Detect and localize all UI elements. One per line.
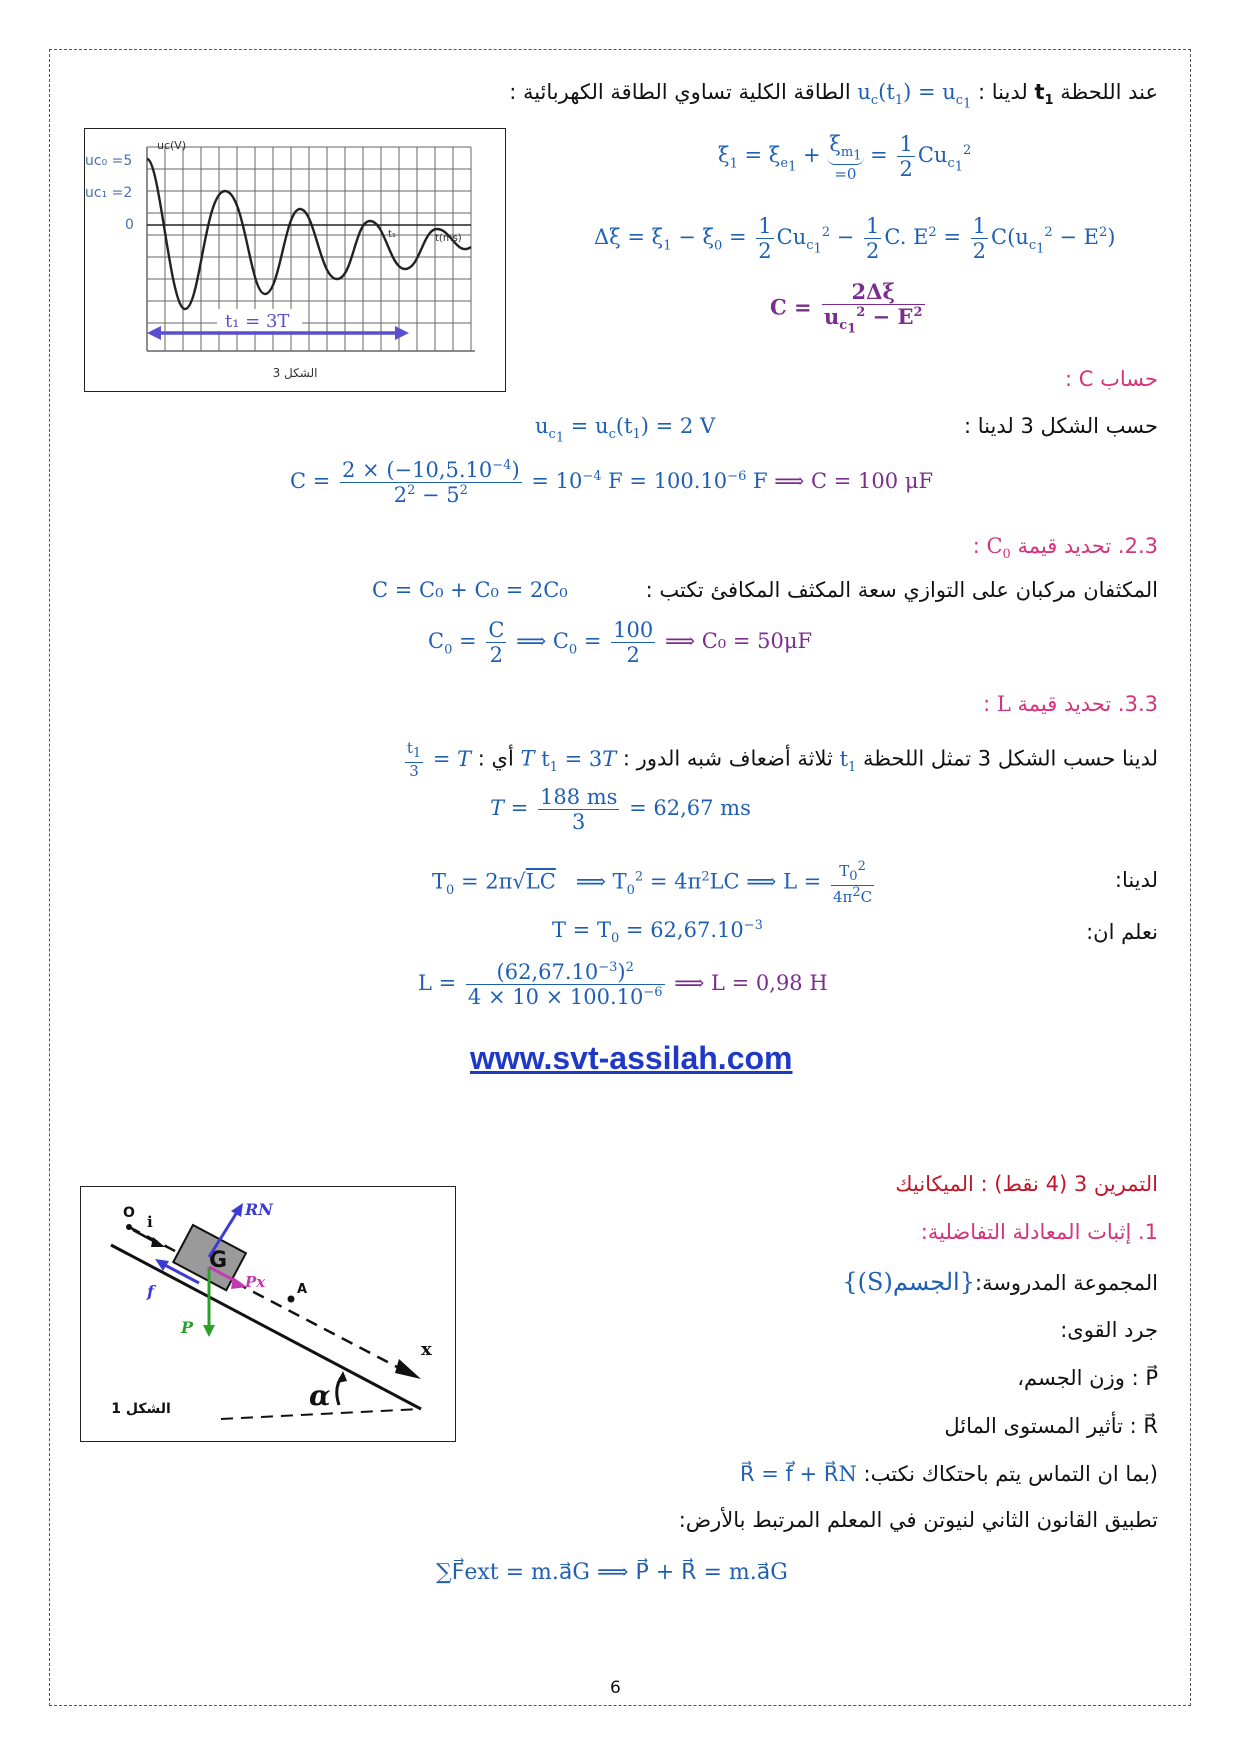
section-2-3-text: المكثفان مركبان على التوازي سعة المكثف المكافئ تكتب : — [645, 578, 1158, 602]
friction-force-label: f — [147, 1282, 154, 1301]
weight-label: P — [181, 1318, 194, 1337]
figure-3-caption: الشكل 3 — [272, 366, 318, 380]
friction-line — [740, 1462, 1158, 1486]
force-P: P⃗ : وزن الجسم، — [1017, 1366, 1158, 1390]
newton-equation-text: ∑F⃗ext = m.a⃗G ⟹ P⃗ + R⃗ = m.a⃗G — [436, 1560, 788, 1585]
unit-vector-i-label: i — [147, 1213, 153, 1231]
studied-system-value: {الجسم(S)} — [842, 1268, 975, 1296]
eq-T: T = $\frac{188 ms}{3}$ = 62,67 ms — [490, 785, 751, 835]
normal-force-label: RN — [245, 1200, 273, 1219]
section-3-3-title: 3.3. تحديد قيمة L : — [983, 692, 1158, 716]
forces-list-title: جرد القوى: — [1060, 1318, 1158, 1342]
force-R-line — [944, 1414, 1158, 1438]
eq-T0: $T_0 = 2\pi√LC$ ⟹ $T_0^2 = 4\pi^2LC$ ⟹ L = $\frac{T_0^2}{4\pi^2C}$ — [432, 859, 873, 906]
section-3-3-text: لدينا حسب الشكل 3 تمثل اللحظة $t_1$ ثلاثة أضعاف شبه الدور : T $t_1 = 3T$ أي : T = $\frac{t_1}{3}$ — [406, 739, 1158, 780]
y-axis-label: uc(V) — [157, 139, 187, 152]
force-R: R⃗ : تأثير المستوى المائل — [944, 1414, 1158, 1438]
weight-component-label: Px — [245, 1273, 266, 1291]
exercise-3-title: التمرين 3 (4 نقط) : الميكانيك — [895, 1172, 1158, 1196]
angle-alpha: α — [309, 1379, 331, 1412]
eq-L: L = $\frac{(62,67.10^{-3})^2}{4 \times 10 \times 100.10^{-6}}$ ⟹ L = 0,98 H — [418, 960, 828, 1010]
studied-system-label: المجموعة المدروسة: — [975, 1271, 1158, 1295]
energy-intro-line: عند اللحظة $t_1$ لدينا : $u_c(t_1) = u_{c_1}$ الطاقة الكلية تساوي الطاقة الكهربائية : — [509, 80, 1158, 112]
newton-law-text: تطبيق القانون الثاني لنيوتن في المعلم المرتبط بالأرض: — [678, 1508, 1158, 1532]
friction-text: (بما ان التماس يتم باحتكاك نكتب: — [863, 1462, 1158, 1486]
eq-C-sum: C = C₀ + C₀ = 2C₀ — [372, 578, 568, 602]
fig3-line: حسب الشكل 3 لدينا : — [964, 414, 1158, 438]
eq-xi1: $\xi_1 = \xi_{e_1}$ + $\xi_{m_1}$ =0 = $\frac{1}{2}$ $Cu_{c_1}^2$ — [718, 132, 972, 183]
arrow-label: t₁ = 3T — [225, 311, 290, 332]
eq-T-equals-T0: $T = T_0 = 62,67.10^{-3}$ — [552, 918, 763, 947]
exercise-3-part-1: 1. إثبات المعادلة التفاضلية: — [920, 1220, 1158, 1244]
lana-label: لدينا: — [1114, 868, 1158, 892]
uc1-label: uc₁ =2 — [85, 185, 133, 201]
friction-equation: R⃗ = f⃗ + R⃗N — [740, 1462, 857, 1486]
center-G-label: G — [209, 1248, 228, 1273]
t1-axis-label: t₁ — [388, 229, 396, 240]
uc1-value: $u_{c_1} = u_c(t_1) = 2$ V — [535, 414, 716, 446]
incline-diagram — [81, 1187, 455, 1441]
figure-1-incline — [80, 1186, 456, 1442]
website-link[interactable]: www.svt-assilah.com — [470, 1040, 793, 1076]
figure-1-caption: الشكل 1 — [111, 1401, 171, 1417]
section-2-3-title: 2.3. تحديد قيمة $C_0$ : — [972, 534, 1158, 563]
studied-system — [842, 1268, 1158, 1296]
eq-C-formula: C = $\frac{2\Delta\xi}{u_{c_1}^2 - E^2}$ — [770, 279, 923, 337]
L-result: ⟹ L = 0,98 H — [674, 971, 828, 996]
eq-C0: $C_0$ = $\frac{C}{2}$ ⟹ $C_0$ = $\frac{100}{2}$ ⟹ C₀ = 50μF — [428, 618, 813, 668]
newton-equation — [436, 1560, 788, 1585]
naalam-label: نعلم ان: — [1086, 920, 1158, 944]
point-A-label: A — [297, 1282, 308, 1297]
C-result: ⟹ C = 100 μF — [774, 469, 934, 494]
axis-x-label: x — [421, 1339, 432, 1360]
eq-C-numeric: C = $\frac{2 \times (-10,5.10^{-4})}{2^2 - 5^2}$ = $10^{-4}$ $F = 100.10^{-6}$ F ⟹ C = 100 μF — [290, 458, 934, 508]
C0-result: ⟹ C₀ = 50μF — [664, 629, 813, 654]
origin-O-label: O — [123, 1205, 135, 1221]
oscillation-graph — [85, 129, 505, 391]
force-P-line — [1017, 1366, 1158, 1390]
zero-label: 0 — [125, 217, 134, 233]
time-axis-label: t(ms) — [435, 233, 462, 244]
figure-3-oscillation — [84, 128, 506, 392]
calc-C-title: حساب C : — [1065, 367, 1158, 391]
uc0-label: uc₀ =5 — [85, 153, 133, 169]
page-number: 6 — [610, 1678, 621, 1698]
eq-delta-xi: $\Delta\xi = \xi_1 - \xi_0$ = $\frac{1}{2}$ $Cu_{c_1}^2$ − $\frac{1}{2}$ C. $E^2$ = $\frac{1}{2}$ $C(u_{c_1}^2 - E^2)$ — [594, 214, 1116, 264]
